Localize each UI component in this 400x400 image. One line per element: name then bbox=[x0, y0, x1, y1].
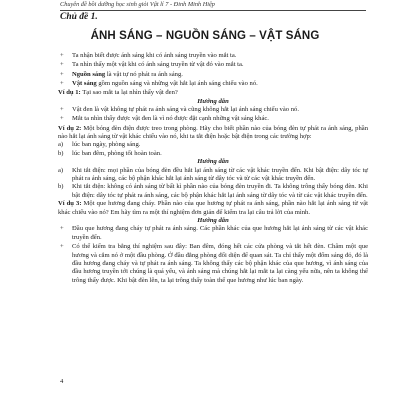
bullet-text: gồm nguồn sáng và những vật hắt lại ánh sáng chiếu vào nó. bbox=[96, 79, 258, 87]
example-2-option: b) lúc ban đêm, phòng tối hoàn toàn. bbox=[58, 149, 162, 157]
example-3-question: Ví dụ 3: Một que hương đang cháy. Phần nào của que hương tự phát ra ánh sáng, phần nào hắt lại ánh sáng từ vật khác chiếu vào nó? Em hãy tìm ra một thí nghiệm đơn giản để kiểm tra lại câu trả lời của mình. bbox=[58, 200, 368, 216]
example-1-guide-heading: Hướng dẫn bbox=[197, 97, 229, 105]
page-title: ÁNH SÁNG – NGUỒN SÁNG – VẬT SÁNG bbox=[90, 30, 320, 42]
intro-bullet: + Ta nhìn thấy một vật khi có ánh sáng truyền từ vật đó vào mắt ta. bbox=[60, 61, 244, 69]
example-2-answer: b) Khi tắt điện: không có ánh sáng từ bất kì phần nào của bóng đèn truyền đi. Ta không trông thấy bóng đèn. Khi bật điện: dây tóc tự phát ra ánh sáng, các bộ phận khác hắt lại ánh sáng từ dây tóc và từ các vật khác truyền đến. bbox=[58, 183, 368, 199]
example-1-answer: + Mắt ta nhìn thấy được vật đen là vì nó được đặt cạnh những vật sáng khác. bbox=[60, 115, 269, 123]
intro-bullet: + Ta nhận biết được ánh sáng khi có ánh sáng truyền vào mắt ta. bbox=[60, 52, 237, 59]
term-nguon-sang: Nguồn sáng bbox=[72, 70, 106, 78]
bullet-text: Ta nhận biết được ánh sáng khi có ánh sáng truyền vào mắt ta. bbox=[72, 52, 237, 59]
page-number: 4 bbox=[60, 378, 64, 385]
intro-bullet: + Nguồn sáng là vật tự nó phát ra ánh sáng. bbox=[60, 70, 183, 78]
example-3-guide-heading: Hướng dẫn bbox=[197, 217, 229, 225]
term-vat-sang: Vật sáng bbox=[72, 79, 97, 87]
example-2-answer: a) Khi tắt điện: mọi phần của bóng đèn đều hắt lại ánh sáng từ các vật khác truyền đến. Khi bật điện: dây tóc tự phát ra ánh sáng, các bộ phận khác hắt lại ánh sáng từ dây tóc và từ các vật khác truyền đến. bbox=[58, 166, 368, 183]
example-1-answer: + Vật đen là vật không tự phát ra ánh sáng và cũng không hắt lại ánh sáng chiếu vào nó. bbox=[60, 106, 299, 113]
body-content bbox=[58, 52, 368, 286]
running-header: Chuyên đề bồi dưỡng học sinh giỏi Vật lí 7 - Đinh Minh Hiệp bbox=[60, 1, 215, 8]
topic-label: Chủ đề 1. bbox=[60, 12, 98, 22]
example-2-option: a) lúc ban ngày, phòng sáng. bbox=[58, 141, 141, 149]
header-rule bbox=[60, 10, 366, 11]
bullet-text: Ta nhìn thấy một vật khi có ánh sáng truyền từ vật đó vào mắt ta. bbox=[72, 61, 244, 69]
example-3-answer: + Đầu que hương đang cháy tự phát ra ánh sáng. Các phần khác của que hương hắt lại ánh sáng từ các vật khác truyền đến. bbox=[60, 225, 368, 241]
example-2-question: Ví dụ 2: Một bóng đèn điện được treo trong phòng. Hãy cho biết phần nào của bóng đèn tự phát ra ánh sáng, phần nào hắt lại ánh sáng từ vật khác chiếu vào nó, khi ta tắt điện hoặc bật điện trong các trường hợp: bbox=[58, 124, 368, 140]
intro-bullet: + Vật sáng gồm nguồn sáng và những vật hắt lại ánh sáng chiếu vào nó. bbox=[60, 79, 258, 87]
example-1-question: Ví dụ 1: Tại sao mắt ta lại nhìn thấy vật đen? bbox=[58, 89, 178, 97]
bullet-text: là vật tự nó phát ra ánh sáng. bbox=[105, 70, 183, 78]
example-3-answer: + Có thể kiểm tra bằng thí nghiệm sau đây: Ban đêm, đóng hết các cửa phòng và tắt hết đèn. Châm một que hương và cắm nó ở một đầu phòng. Ở đầu đằng phòng đối diện để quan sát. Ta chỉ thấy một đốm sáng đỏ, đó là đầu hương đang cháy và tự phát ra ánh sáng. Ta không thấy các bộ phận khác của que hương, vì ánh sáng của đầu hương truyền tới chúng là quá yếu, và ánh sáng mà chúng hắt lại mắt ta lại càng yếu nữa, nên ta không thể trông thấy được. Khi bật đèn lên, ta lại trông thấy toàn thể que hương như lúc ban ngày. bbox=[60, 243, 368, 284]
example-2-guide-heading: Hướng dẫn bbox=[197, 158, 229, 166]
